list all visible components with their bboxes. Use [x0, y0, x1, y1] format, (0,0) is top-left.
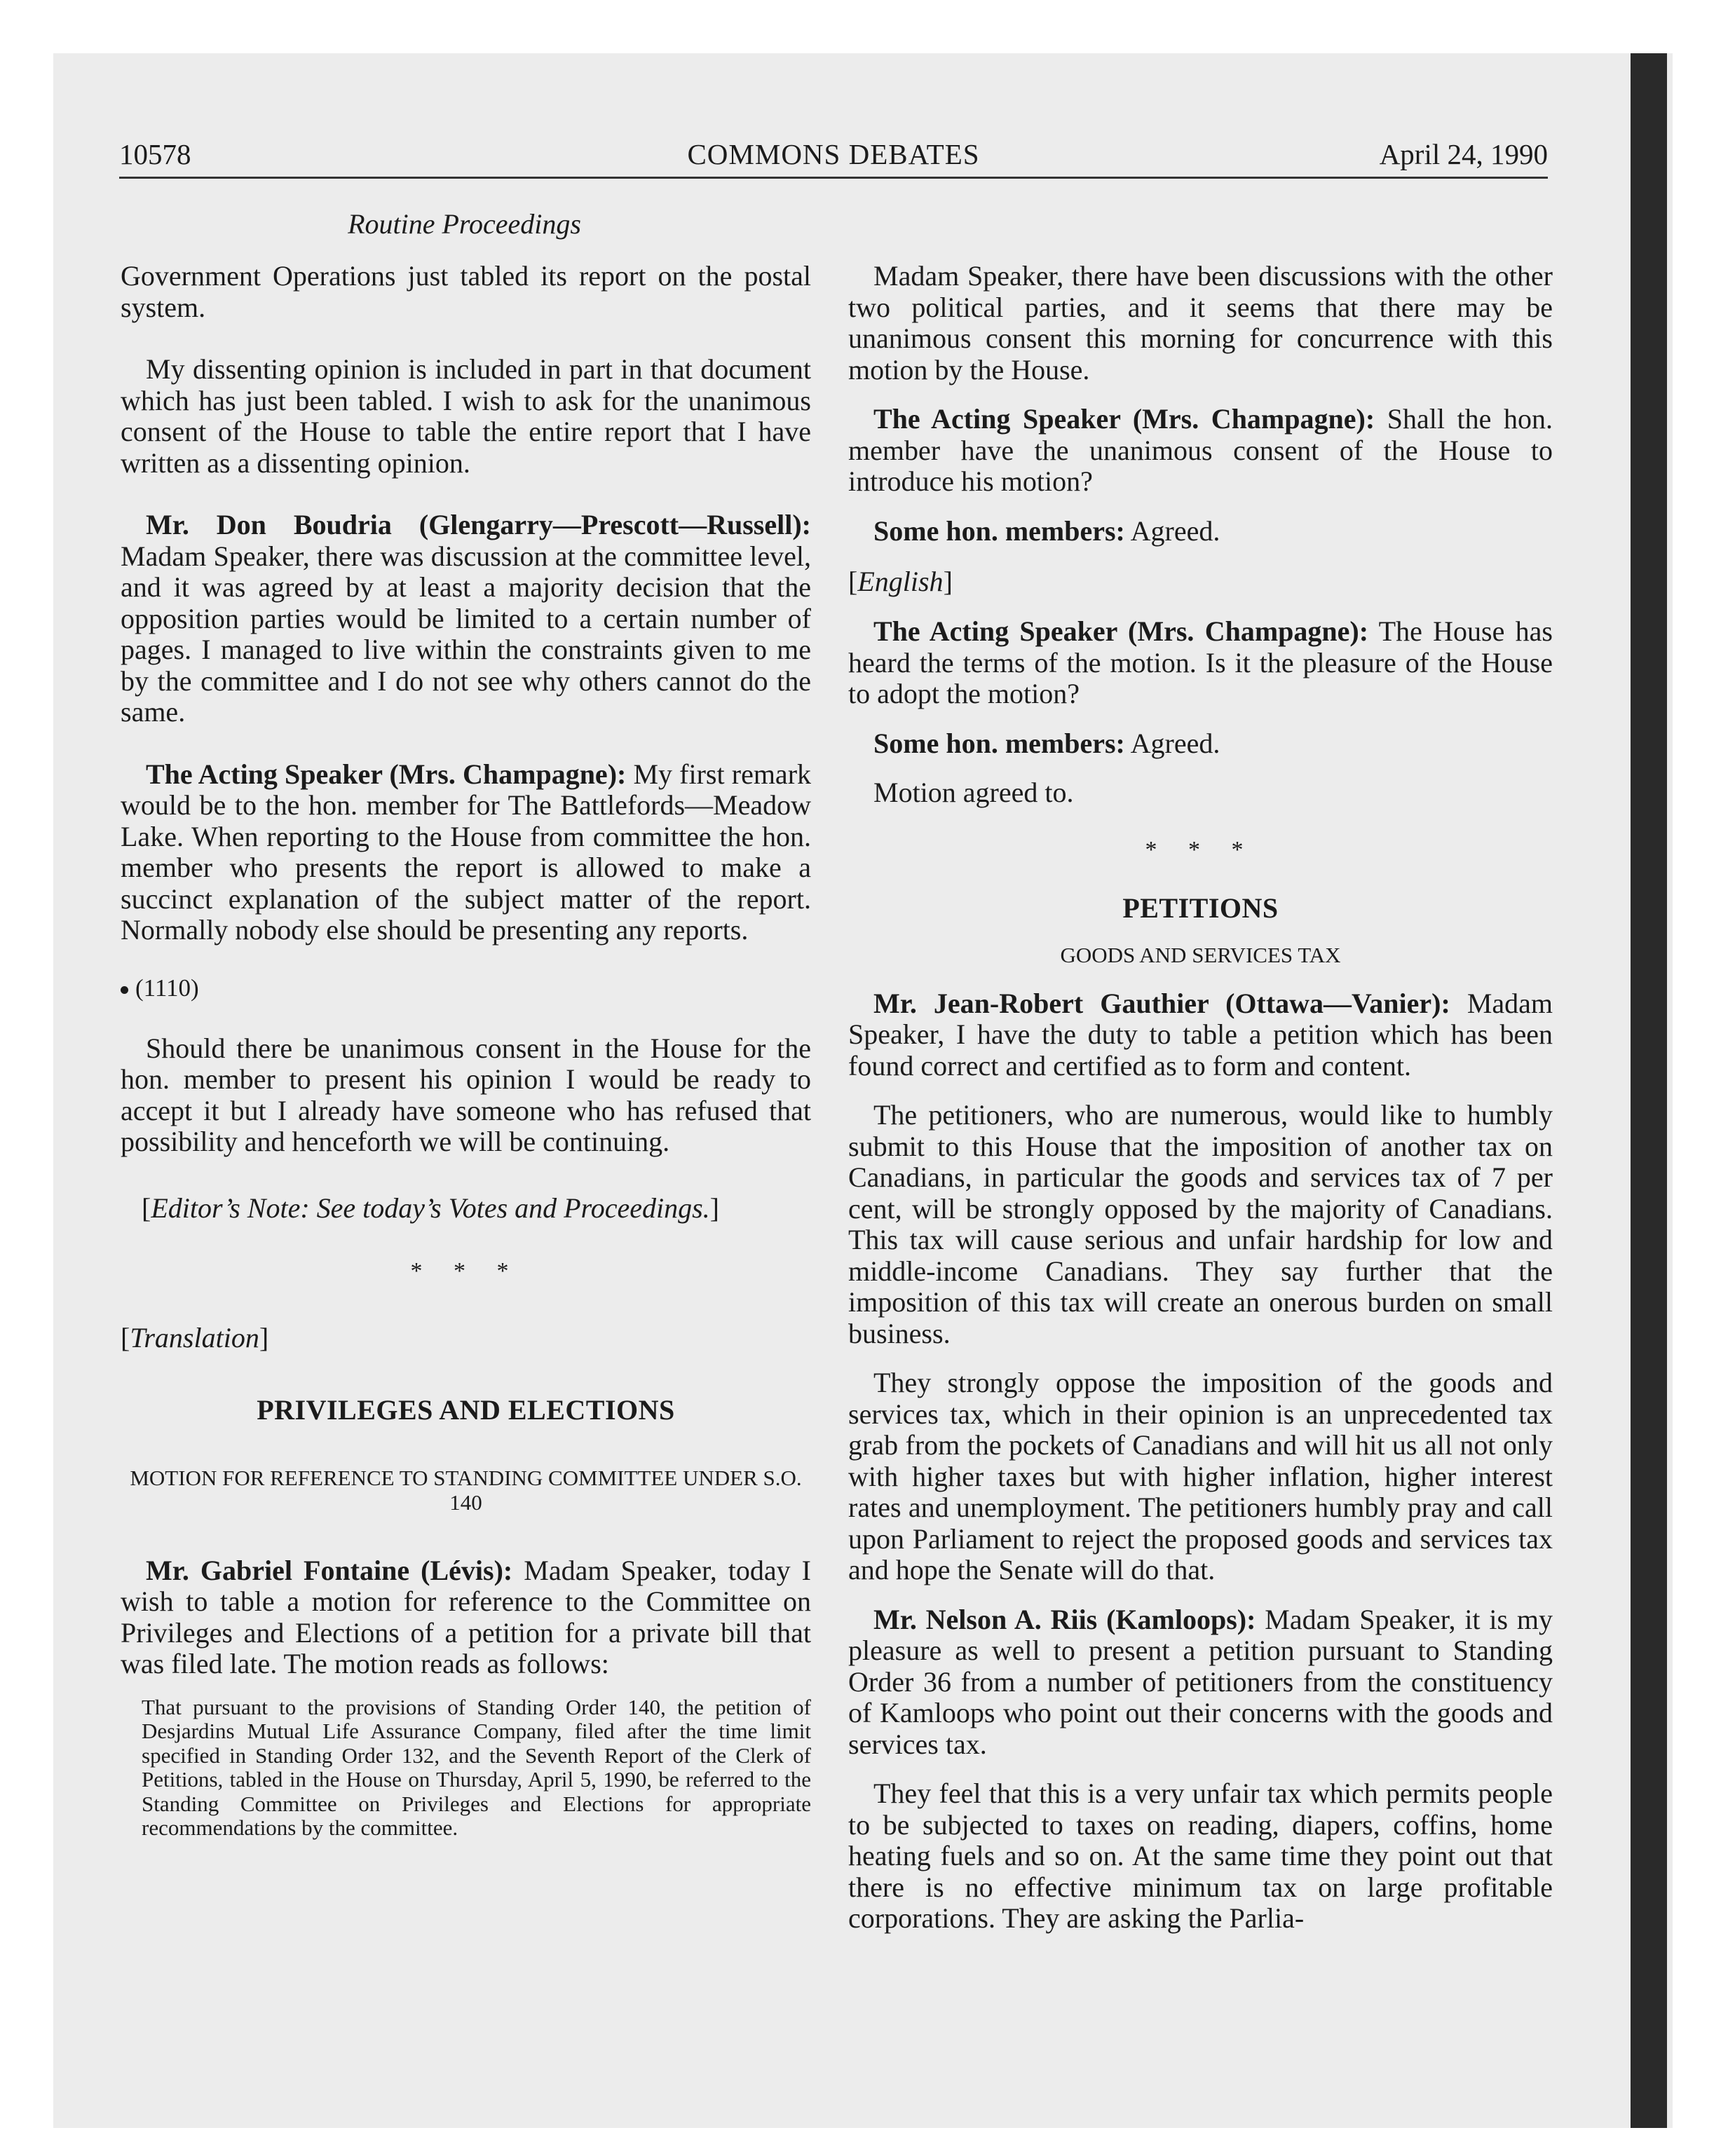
- speech-text: Madam Speaker, it is my pleasure as well to present a petition pursuant to Standing Order 36 from a number of petitioners from the constituency of Kamloops who point out their concerns with the goods and services tax.: [848, 1603, 1553, 1760]
- scan-edge-bar: [1631, 53, 1667, 2128]
- speaker-name: Mr. Jean-Robert Gauthier (Ottawa—Vanier):: [873, 987, 1450, 1019]
- section-separator: * * *: [410, 1257, 522, 1284]
- editors-note: [Editor’s Note: See today’s Votes and Proceedings.]: [142, 1192, 719, 1224]
- speech-text: Madam Speaker, today I wish to table a motion for reference to the Committee on Privileges and Elections of a petition for a private bill that was filed late. The motion reads as follows:: [121, 1554, 811, 1679]
- speech-text: Agreed.: [1130, 514, 1220, 547]
- speech-text: Madam Speaker, I have the duty to table a petition which has been found correct and certified as to form and content.: [848, 987, 1553, 1082]
- speech-paragraph: [848, 516, 1553, 547]
- speech-paragraph: [121, 1555, 811, 1680]
- speech-text: The House has heard the terms of the motion. Is it the pleasure of the House to adopt the motion?: [848, 615, 1553, 709]
- timestamp-text: (1110): [135, 974, 199, 1002]
- page-header: [119, 137, 1548, 179]
- speaker-name: Mr. Nelson A. Riis (Kamloops):: [873, 1603, 1256, 1635]
- section-subheading: GOODS AND SERVICES TAX: [1060, 942, 1341, 967]
- speaker-name: Mr. Don Boudria (Glengarry—Prescott—Russell):: [146, 509, 811, 540]
- paragraph: They feel that this is a very unfair tax which permits people to be subjected to taxes on reading, diapers, coffins, home heating fuels and so on. At the same time they point out that there is no effective minimum tax on large profitable corporations. They are asking the Parlia-: [848, 1778, 1553, 1934]
- timestamp: [121, 974, 811, 1002]
- section-heading: PRIVILEGES AND ELECTIONS: [257, 1393, 675, 1426]
- speaker-name: Mr. Gabriel Fontaine (Lévis):: [146, 1554, 513, 1586]
- publication-title: COMMONS DEBATES: [687, 138, 980, 170]
- speech-paragraph: [848, 1604, 1553, 1761]
- section-label: Routine Proceedings: [348, 208, 581, 240]
- speaker-name: The Acting Speaker (Mrs. Champagne):: [873, 403, 1375, 435]
- paragraph: They strongly oppose the imposition of the goods and services tax, which in their opinion is an unprecedented tax grab from the pockets of Canadians and will hit us all not only with higher taxes but with higher inflation, higher interest rates and unemployment. The petitioners humbly pray and call upon Parliament to reject the proposed goods and services tax and hope the Senate will do that.: [848, 1367, 1553, 1585]
- speaker-name: The Acting Speaker (Mrs. Champagne):: [146, 758, 627, 790]
- page-date: April 24, 1990: [1379, 138, 1548, 170]
- page-number: 10578: [119, 138, 191, 170]
- speech-text: My first remark would be to the hon. member for The Battlefords—Meadow Lake. When reporting to the House from committee the hon. member who presents the report is allowed to make a succinct explanation of the subject matter of the report. Normally nobody else should be presenting any reports.: [121, 758, 812, 946]
- speech-paragraph: [121, 759, 811, 946]
- speech-text: Agreed.: [1130, 727, 1220, 759]
- left-column: [121, 261, 811, 1841]
- motion-quote: That pursuant to the provisions of Standing Order 140, the petition of Desjardins Mutual Life Assurance Company, filed after the time limit specified in Standing Order 132, and the Seventh Report of the Clerk of Petitions, tabled in the House on Thursday, April 5, 1990, be referred to the Standing Committee on Privileges and Elections for appropriate recommendations by the committee.: [142, 1694, 811, 1840]
- editors-note-text: Editor’s Note: See today’s Votes and Proceedings.: [151, 1192, 710, 1224]
- paragraph: Madam Speaker, there have been discussions with the other two political parties, and it seems that there may be unanimous consent this morning for concurrence with this motion by the House.: [848, 260, 1553, 386]
- speech-text: Shall the hon. member have the unanimous consent of the House to introduce his motion?: [848, 403, 1553, 497]
- bullet-icon: [121, 986, 128, 994]
- paragraph: Government Operations just tabled its report on the postal system.: [121, 260, 811, 323]
- paragraph: The petitioners, who are numerous, would like to humbly submit to this House that the imposition of another tax on Canadians, in particular the goods and services tax of 7 per cent, will be strongly opposed by the majority of Canadians. This tax will cause serious and unfair hardship for low and middle-income Canadians. They say further that the imposition of this tax will create an onerous burden on small business.: [848, 1099, 1553, 1349]
- paragraph: My dissenting opinion is included in part in that document which has just been tabled. I wish to ask for the unanimous consent of the House to table the entire report that I have written as a dissenting opinion.: [121, 353, 811, 479]
- speaker-name: Some hon. members:: [873, 727, 1125, 759]
- paragraph: Should there be unanimous consent in the House for the hon. member to present his opinion I would be ready to accept it but I already have someone who has refused that possibility and henceforth we will be continuing.: [121, 1032, 811, 1157]
- right-column: [848, 261, 1553, 1935]
- speaker-name: Some hon. members:: [873, 514, 1125, 547]
- translation-tag: [Translation]: [121, 1321, 269, 1353]
- section-heading: PETITIONS: [1122, 892, 1279, 924]
- paragraph: Motion agreed to.: [873, 777, 1074, 808]
- speaker-name: The Acting Speaker (Mrs. Champagne):: [873, 615, 1369, 647]
- speech-paragraph: [848, 728, 1553, 760]
- english-tag: [English]: [848, 566, 953, 597]
- speech-paragraph: [848, 988, 1553, 1082]
- speech-paragraph: [848, 616, 1553, 710]
- section-separator: * * *: [1145, 836, 1256, 863]
- speech-text: Madam Speaker, there was discussion at the committee level, and it was agreed by at least a majority decision that the opposition parties would be limited to a certain number of pages. I managed to live within the constraints given to me by the committee and I do not see why others cannot do the same.: [121, 540, 811, 728]
- speech-paragraph: [121, 510, 811, 728]
- section-subheading: MOTION FOR REFERENCE TO STANDING COMMITTEE UNDER S.O. 140: [130, 1465, 802, 1515]
- speech-paragraph: [848, 404, 1553, 498]
